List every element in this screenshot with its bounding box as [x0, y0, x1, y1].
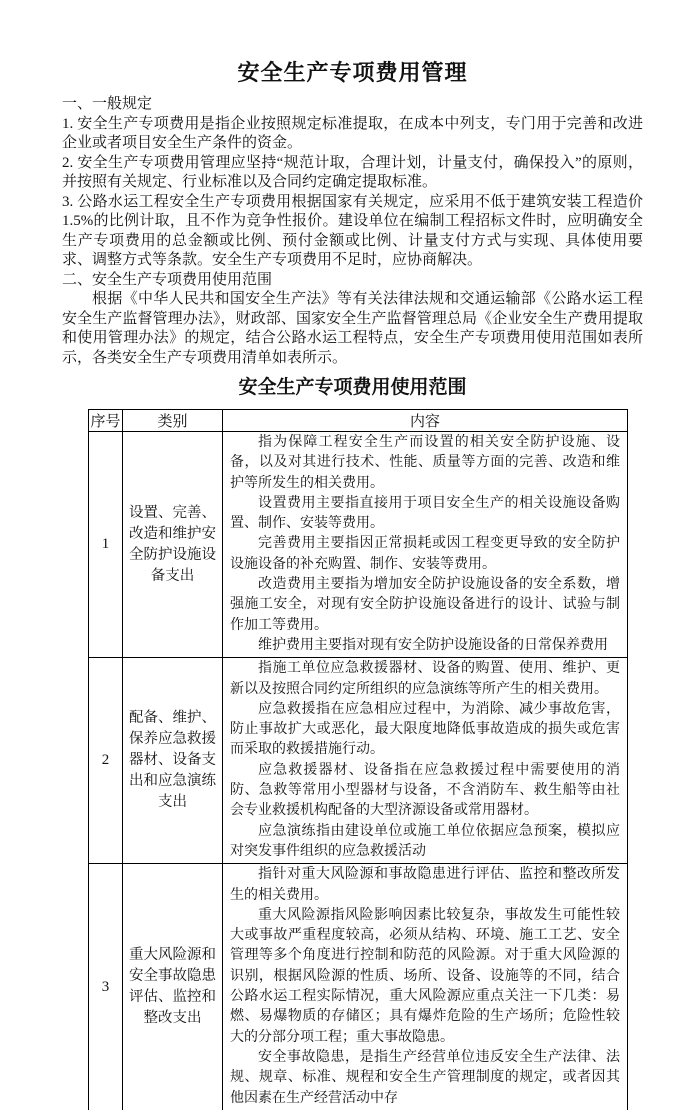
intro-text: [62, 95, 643, 368]
section-2-paragraph: 根据《中华人民共和国安全生产法》等有关法律法规和交通运输部《公路水运工程安全生产监督管理办法》，财政部、国家安全生产监督管理总局《企业安全生产费用提取和使用管理办法》的规定，结合公路水运工程特点，安全生产专项费用使用范围如表所示，各类安全生产专项费用清单如表所示。: [62, 291, 643, 366]
section-2-heading: 二、安全生产专项费用使用范围: [62, 271, 273, 288]
row-number-cell: 3: [89, 864, 123, 1110]
row-number-cell: 2: [89, 658, 123, 864]
category-cell: 设置、完善、改造和维护安全防护设施设备支出: [123, 432, 223, 658]
col-header-no: 序号: [89, 410, 123, 432]
content-paragraph: 安全事故隐患，是指生产经营单位违反安全生产法律、法规、规章、标准、规程和安全生产管理制度的规定，或者因其他因素在生产经营活动中存: [230, 1049, 620, 1106]
col-header-content: 内容: [223, 410, 628, 432]
table-row: [89, 658, 628, 864]
category-cell: 重大风险源和安全事故隐患评估、监控和整改支出: [123, 864, 223, 1110]
content-cell: [223, 432, 628, 658]
col-header-category: 类别: [123, 410, 223, 432]
clause-2: 2. 安全生产专项费用管理应坚持“规范计取，合理计划，计量支付，确保投入”的原则，并按照有关规定、行业标准以及合同约定确定提取标准。: [62, 154, 643, 190]
content-paragraph: 指为保障工程安全生产而设置的相关安全防护设施、设备，以及对其进行技术、性能、质量等方面的完善、改造和维护等所发生的相关费用。: [230, 435, 620, 491]
content-cell: [223, 658, 628, 864]
content-paragraph: 重大风险源指风险影响因素比较复杂，事故发生可能性较大或事故严重程度较高，必须从结构、环境、施工工艺、安全管理等多个角度进行控制和防范的风险源。对于重大风险源的识别，根据风险源的性质、场所、设备、设施等的不同，结合公路水运工程实际情况，重大风险源应重点关注一下几类：易燃、易爆物质的存储区；具有爆炸危险的生产场所；危险性较大的分部分项工程；重大事故隐患。: [230, 907, 620, 1045]
content-paragraph: 应急救援指在应急相应过程中，为消除、减少事故危害，防止事故扩大或恶化，最大限度地降低事故造成的损失或危害而采取的救援措施行动。: [230, 701, 620, 758]
table-header-row: [89, 410, 628, 432]
table-row: [89, 864, 628, 1110]
content-paragraph: 应急救援器材、设备指在应急救援过程中需要使用的消防、急救等常用小型器材与设备，不含消防车、救生船等由社会专业救援机构配备的大型济源设备或常用器材。: [230, 762, 620, 819]
content-paragraph: 设置费用主要指直接用于项目安全生产的相关设施设备购置、制作、安装等费用。: [230, 495, 620, 532]
fee-usage-table: [88, 409, 628, 1110]
table-title: 安全生产专项费用使用范围: [238, 377, 467, 398]
content-paragraph: 完善费用主要指因正常损耗或因工程变更导致的安全防护设施设备的补充购置、制作、安装等费用。: [230, 536, 620, 572]
content-paragraph: 指施工单位应急救援器材、设备的购置、使用、维护、更新以及按照合同约定所组织的应急演练等所产生的相关费用。: [230, 661, 620, 697]
clause-3: 3. 公路水运工程安全生产专项费用根据国家有关规定，应采用不低于建筑安装工程造价1.5%的比例计取，且不作为竞争性报价。建设单位在编制工程招标文件时，应明确安全生产专项费用的总金额或比例、预付金额或比例、计量支付方式与实现、具体使用要求、调整方式等条款。安全生产专项费用不足时，应协商解决。: [62, 193, 643, 268]
content-paragraph: 改造费用主要指为增加安全防护设施设备的安全系数，增强施工安全，对现有安全防护设施设备进行的设计、试验与制作加工等费用。: [230, 577, 620, 633]
content-paragraph: 应急演练指由建设单位或施工单位依据应急预案，模拟应对突发事件组织的应急救援活动: [230, 823, 620, 859]
page-title: 安全生产专项费用管理: [237, 60, 468, 85]
clause-1: 1. 安全生产专项费用是指企业按照规定标准提取，在成本中列支，专门用于完善和改进企业或者项目安全生产条件的资金。: [62, 115, 643, 151]
row-number-cell: 1: [89, 432, 123, 658]
content-paragraph: 维护费用主要指对现有安全防护设施设备的日常保养费用: [258, 637, 608, 653]
table-row: [89, 432, 628, 658]
content-paragraph: 指针对重大风险源和事故隐患进行评估、监控和整改所发生的相关费用。: [230, 867, 620, 903]
section-1-heading: 一、一般规定: [62, 96, 153, 112]
category-cell: 配备、维护、保养应急救援器材、设备支出和应急演练支出: [123, 658, 223, 864]
content-cell: [223, 864, 628, 1110]
